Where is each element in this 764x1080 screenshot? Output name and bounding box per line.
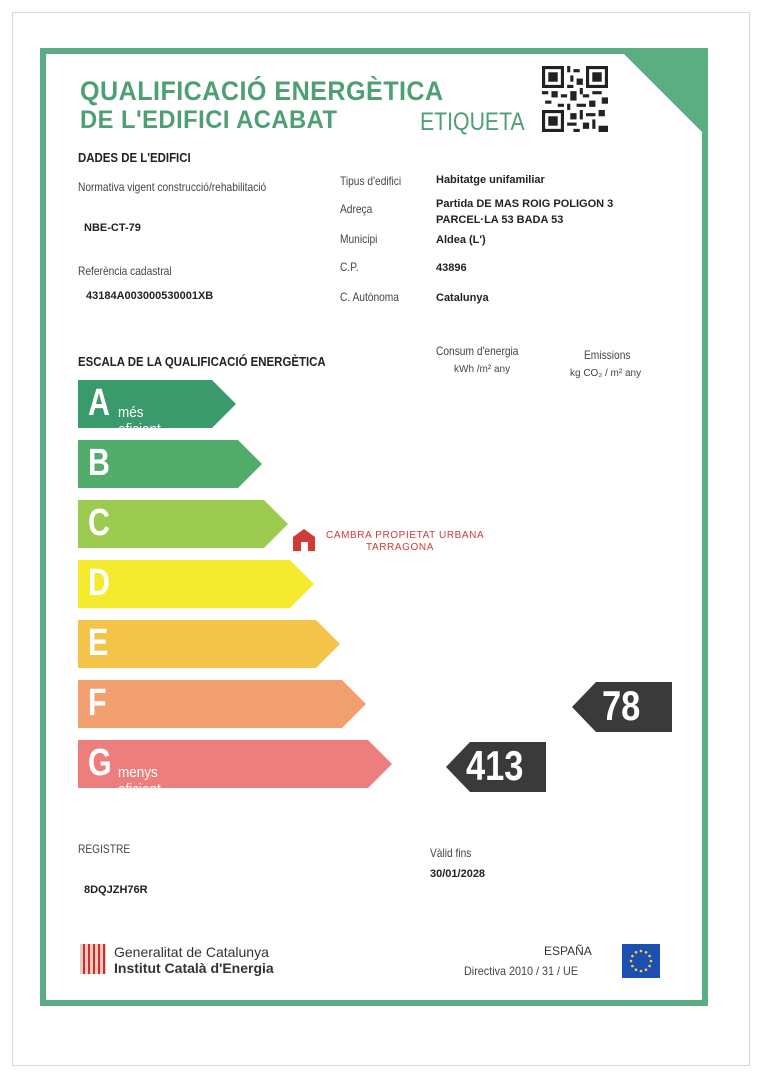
- consum-unit: kWh /m² any: [454, 364, 511, 375]
- generalitat-logo-icon: [80, 944, 106, 974]
- building-data-heading: DADES DE L'EDIFICI: [78, 150, 191, 165]
- municipi-value: Aldea (L'): [436, 234, 486, 246]
- class-g-desc: menys eficient: [118, 764, 161, 798]
- class-g-letter: G: [88, 742, 112, 784]
- class-d-letter: D: [88, 562, 110, 604]
- municipi-label: Municipi: [340, 232, 378, 246]
- watermark-line2: TARRAGONA: [366, 542, 434, 553]
- registre-value: 8DQJZH76R: [84, 884, 148, 896]
- adreca-label: Adreça: [340, 202, 373, 216]
- etiqueta-label: ETIQUETA: [420, 108, 525, 136]
- tipus-label: Tipus d'edifici: [340, 174, 402, 188]
- org-line1: Generalitat de Catalunya: [114, 944, 269, 960]
- country-label: ESPAÑA: [544, 944, 592, 958]
- emissions-unit: kg CO₂ / m² any: [570, 368, 642, 379]
- class-e-arrow: [78, 620, 340, 668]
- adreca-value-line1: Partida DE MAS ROIG POLIGON 3: [436, 198, 614, 210]
- class-d-arrow: [78, 560, 314, 608]
- eu-flag-icon: [622, 944, 660, 978]
- valid-value: 30/01/2028: [430, 868, 486, 880]
- class-a-letter: A: [88, 382, 110, 424]
- cp-label: C.P.: [340, 260, 359, 274]
- class-c-letter: C: [88, 502, 110, 544]
- title-line1: QUALIFICACIÓ ENERGÈTICA: [80, 76, 444, 106]
- autonoma-value: Catalunya: [436, 292, 489, 304]
- scale-heading: ESCALA DE LA QUALIFICACIÓ ENERGÈTICA: [78, 354, 326, 369]
- registre-label: REGISTRE: [78, 842, 131, 856]
- directive-label: Directiva 2010 / 31 / UE: [464, 964, 579, 978]
- autonoma-label: C. Autònoma: [340, 290, 399, 304]
- class-f-letter: F: [88, 682, 107, 724]
- tipus-value: Habitatge unifamiliar: [436, 174, 545, 186]
- emissions-label: Emissions: [584, 348, 631, 362]
- title-line2: DE L'EDIFICI ACABAT: [80, 106, 338, 134]
- watermark-line1: CAMBRA PROPIETAT URBANA: [326, 530, 485, 541]
- normativa-label: Normativa vigent construcció/rehabilitació: [78, 180, 267, 194]
- consum-value: 413: [466, 742, 524, 789]
- adreca-value-line2: PARCEL·LA 53 BADA 53: [436, 214, 564, 226]
- qr-code-icon: [542, 66, 608, 132]
- cp-value: 43896: [436, 262, 467, 274]
- valid-label: Vàlid fins: [430, 846, 472, 860]
- class-b-letter: B: [88, 442, 110, 484]
- class-f-arrow: [78, 680, 366, 728]
- normativa-value: NBE-CT-79: [84, 222, 141, 234]
- house-icon: [292, 528, 316, 552]
- consum-label: Consum d'energia: [436, 344, 519, 358]
- cadastral-value: 43184A003000530001XB: [86, 290, 214, 302]
- corner-triangle: [618, 48, 708, 138]
- class-e-letter: E: [88, 622, 109, 664]
- class-a-desc: més eficient: [118, 404, 161, 438]
- energy-label: [40, 48, 708, 1006]
- emissions-value: 78: [602, 682, 641, 729]
- org-line2: Institut Català d'Energia: [114, 960, 274, 976]
- cadastral-label: Referència cadastral: [78, 264, 172, 278]
